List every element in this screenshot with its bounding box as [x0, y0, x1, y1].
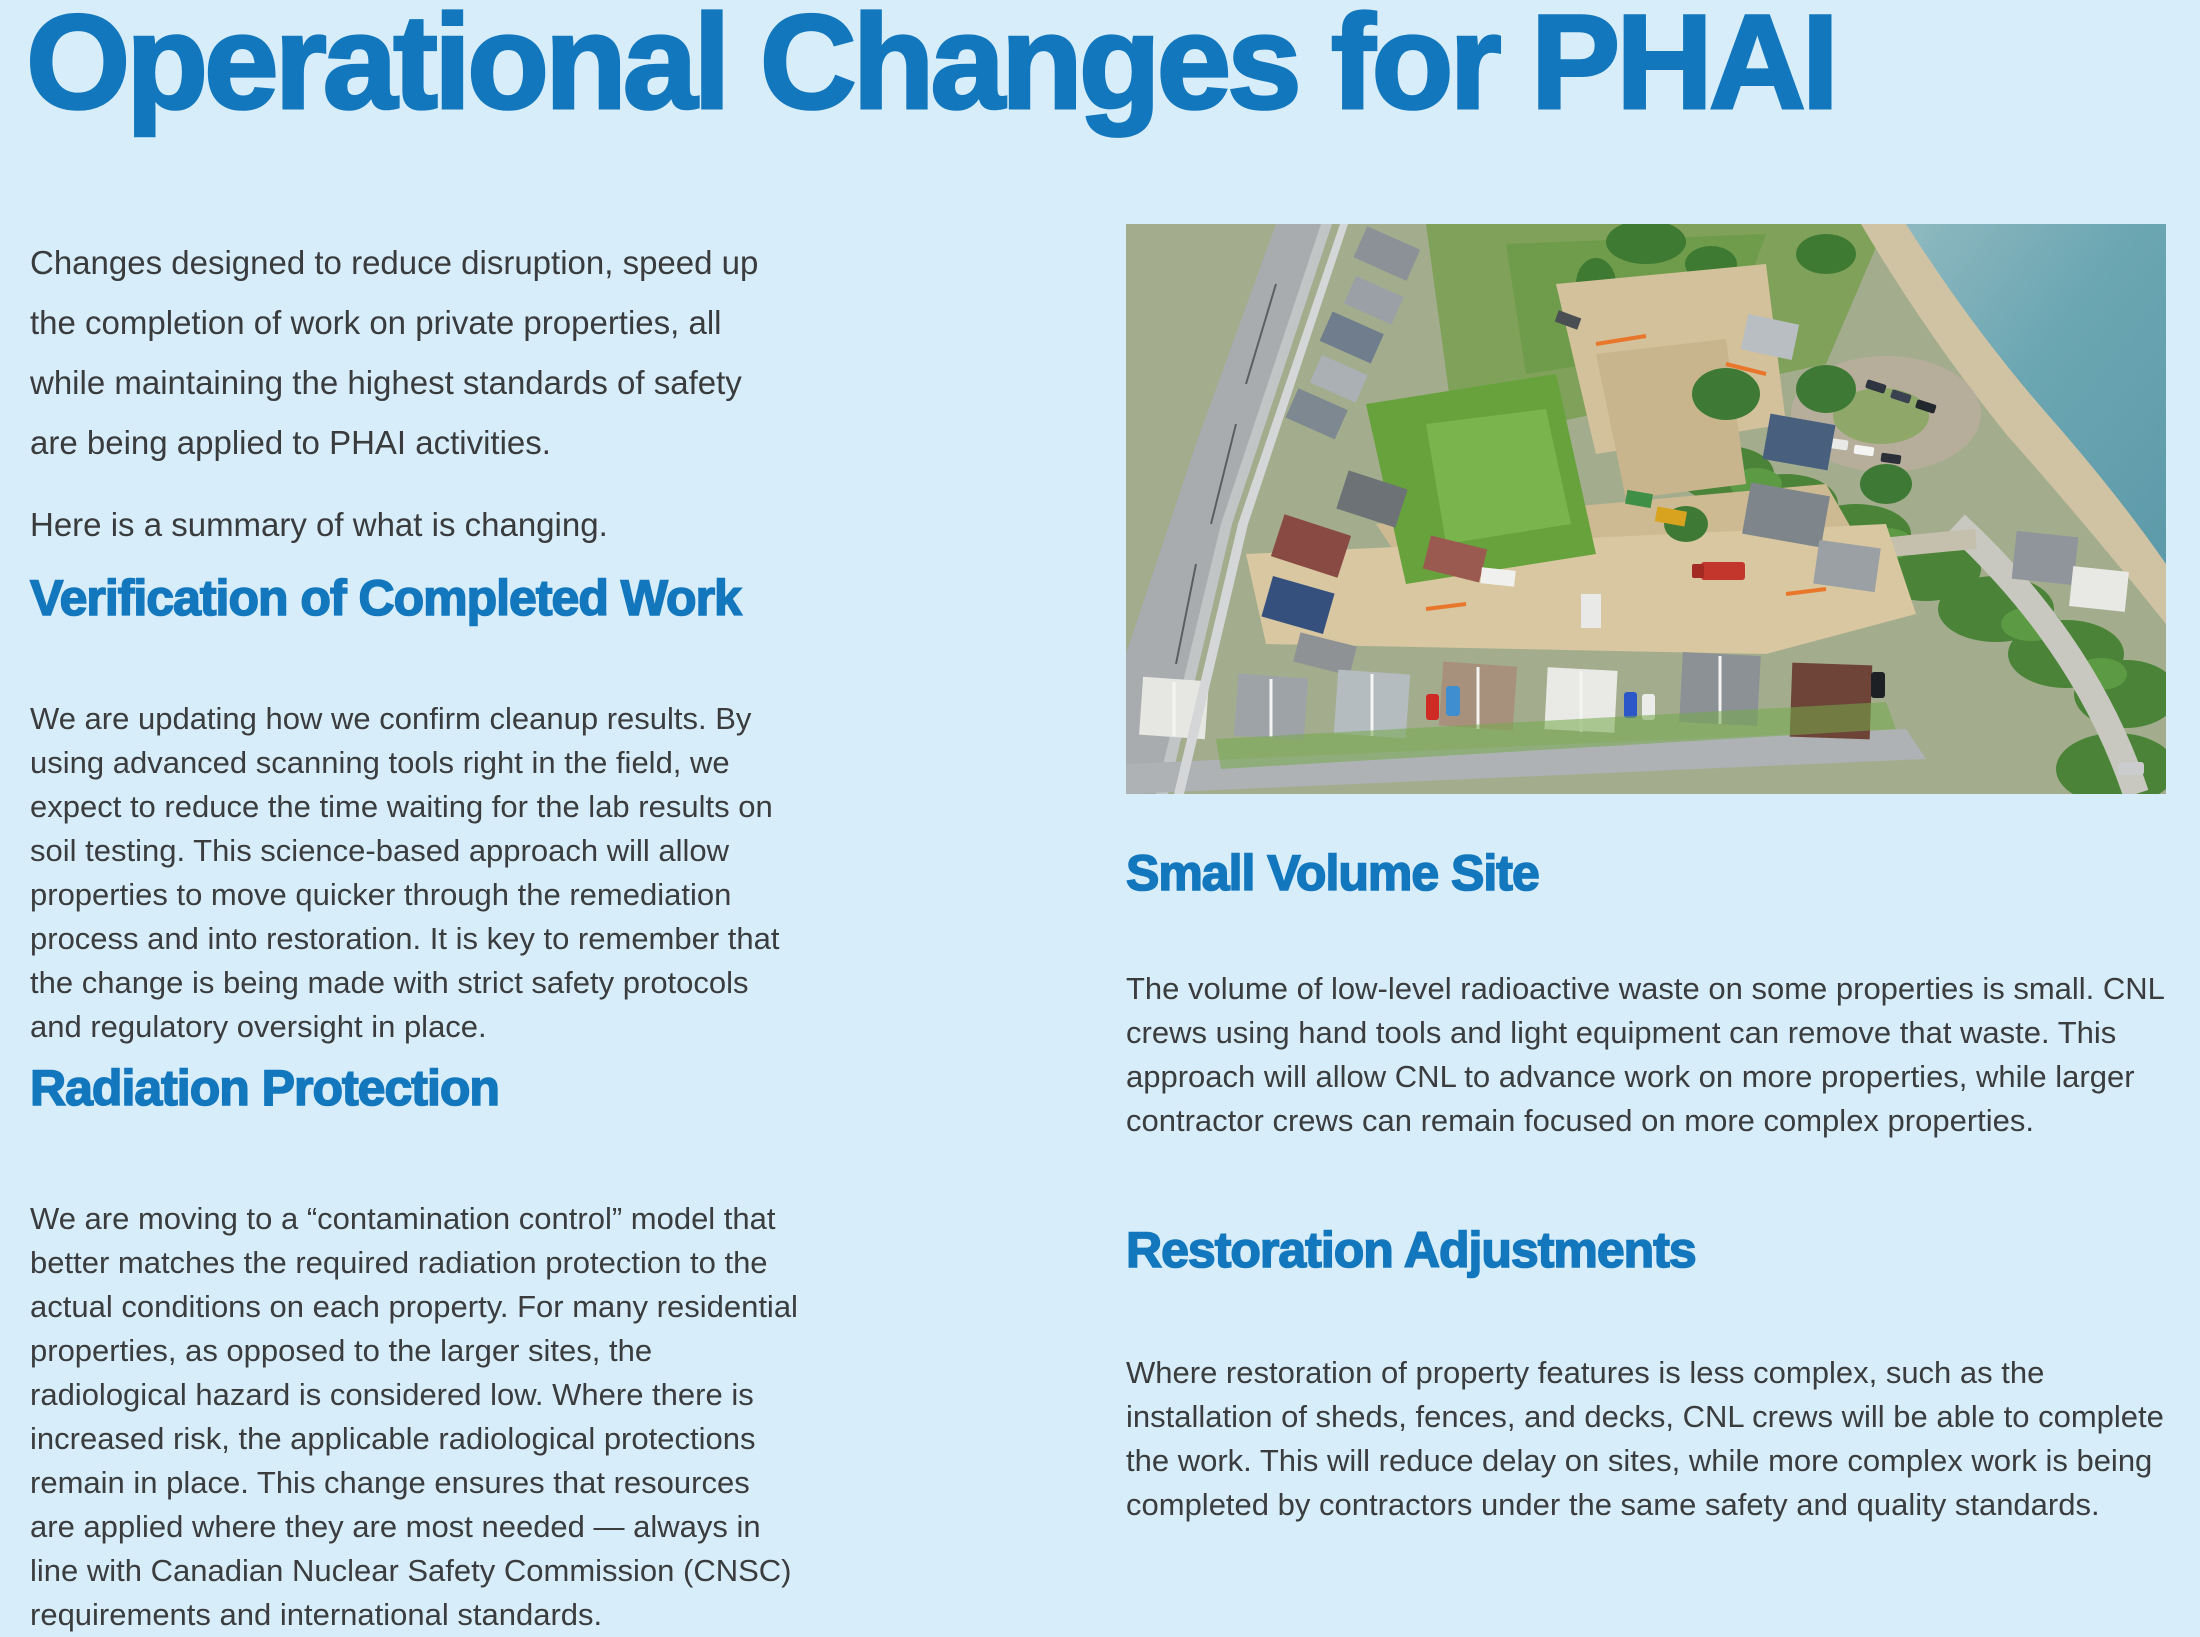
aerial-photo-illustration — [1126, 224, 2166, 794]
body-restoration-adjustments: Where restoration of property features is less complex, such as the installation of sheds, fences, and decks, CNL crews will be able to complete the work. This will reduce delay on sites, while more complex work is being completed by contractors under the same safety and quality standards. — [1126, 1355, 2164, 1522]
body-radiation-protection: We are moving to a “contamination control” model that better matches the required radiation protection to the actual conditions on each property. For many residential properties, as opposed to the larger sites, the radiological hazard is considered low. Where there is increased risk, the applicable radiological protections remain in place. This change ensures that resources are applied where they are most needed — always in line with Canadian Nuclear Safety Commission (CNSC) requirements and international standards. — [30, 1201, 798, 1632]
intro-summary-line: Here is a summary of what is changing. — [30, 506, 608, 543]
page-title: Operational Changes for PHAI — [26, 0, 1835, 137]
heading-radiation-protection: Radiation Protection — [30, 1060, 499, 1116]
heading-small-volume-site: Small Volume Site — [1126, 845, 1539, 901]
aerial-photo — [1126, 224, 2166, 794]
heading-restoration-adjustments: Restoration Adjustments — [1126, 1222, 1696, 1278]
intro-paragraph: Changes designed to reduce disruption, speed up the completion of work on private properties, all while maintaining the highest standards of safety are being applied to PHAI activities. — [30, 244, 759, 461]
body-small-volume-site: The volume of low-level radioactive waste on some properties is small. CNL crews using hand tools and light equipment can remove that waste. This approach will allow CNL to advance work on more properties, while larger contractor crews can remain focused on more complex properties. — [1126, 971, 2164, 1138]
heading-verification-of-completed-work: Verification of Completed Work — [30, 570, 741, 626]
body-verification-of-completed-work: We are updating how we confirm cleanup results. By using advanced scanning tools right in the field, we expect to reduce the time waiting for the lab results on soil testing. This science-based approach will allow properties to move quicker through the remediation process and into restoration. It is key to remember that the change is being made with strict safety protocols and regulatory oversight in place. — [30, 701, 780, 1044]
